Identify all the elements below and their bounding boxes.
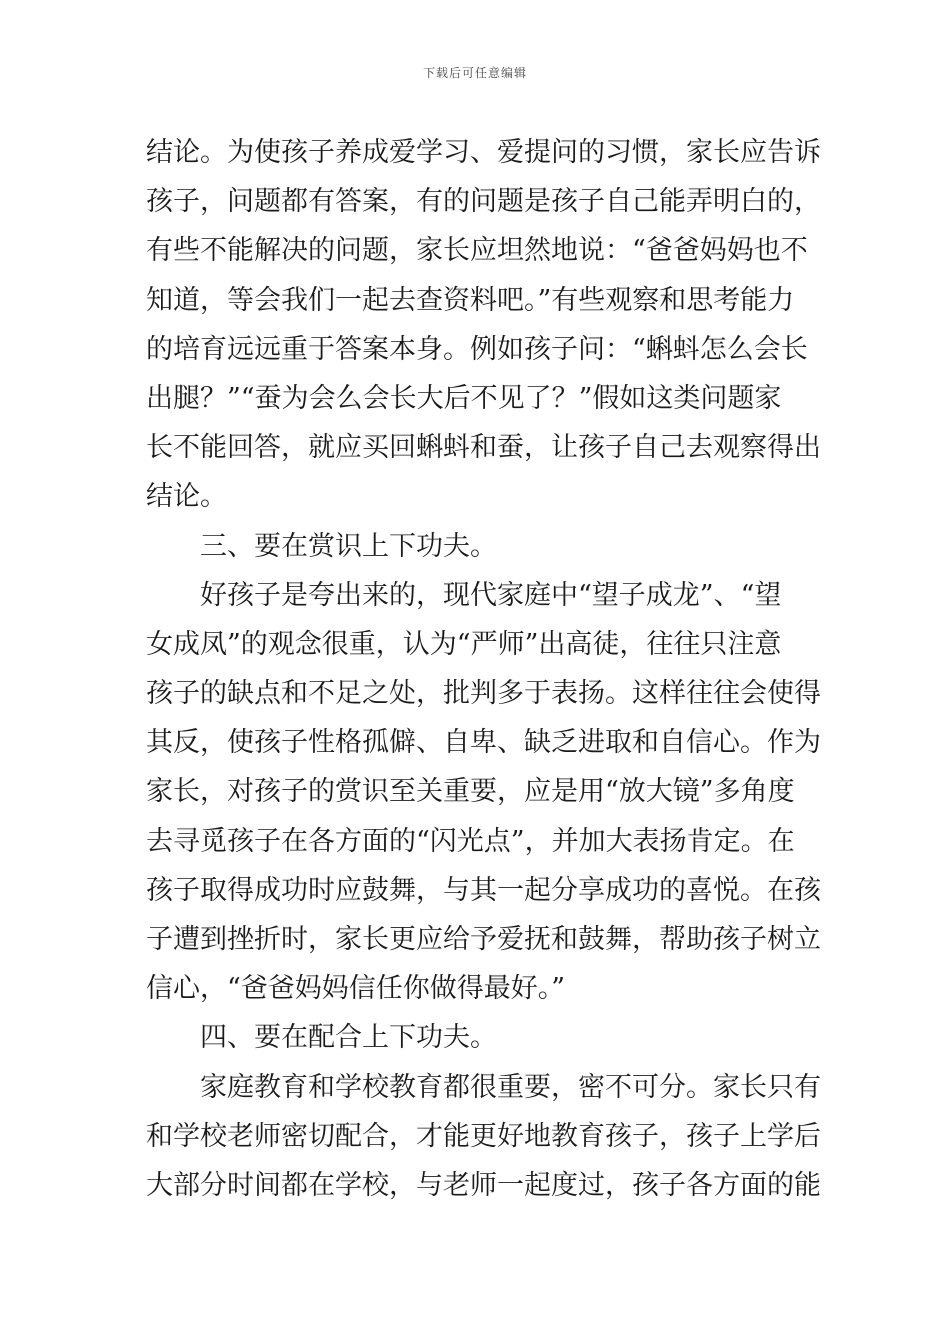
text-line: 好孩子是夸出来的，现代家庭中“望子成龙”、“望 (200, 579, 782, 611)
text-line: 其反，使孩子性格孤僻、自卑、缺乏进取和自信心。作为 (146, 727, 821, 759)
text-line: 信心，“爸爸妈妈信任你做得最好。” (146, 973, 566, 1005)
text-line: 知道，等会我们一起去查资料吧。”有些观察和思考能力 (146, 284, 795, 316)
text-line: 去寻觅孩子在各方面的“闪光点”，并加大表扬肯定。在 (146, 825, 795, 857)
text-line: 孩子，问题都有答案，有的问题是孩子自己能弄明白的， (146, 186, 821, 218)
section-heading: 三、要在赏识上下功夫。 (200, 530, 497, 562)
text-line: 和学校老师密切配合，才能更好地教育孩子，孩子上学后 (146, 1120, 821, 1152)
text-line: 的培育远远重于答案本身。例如孩子问：“蝌蚪怎么会长 (146, 333, 808, 365)
page-header: 下载后可任意编辑 (422, 66, 527, 80)
text-line: 长不能回答，就应买回蝌蚪和蚕，让孩子自己去观察得出 (146, 432, 821, 464)
text-line: 女成凤”的观念很重，认为“严师”出高徒，往往只注意 (146, 628, 782, 660)
text-line: 子遭到挫折时，家长更应给予爱抚和鼓舞，帮助孩子树立 (146, 924, 821, 955)
document-body (146, 128, 821, 1210)
text-line: 结论。为使孩子养成爱学习、爱提问的习惯，家长应告诉 (146, 137, 821, 168)
text-line: 有些不能解决的问题，家长应坦然地说：“爸爸妈妈也不 (146, 235, 808, 267)
section-heading: 四、要在配合上下功夫。 (200, 1022, 497, 1054)
text-line: 家庭教育和学校教育都很重要，密不可分。家长只有 (200, 1071, 821, 1103)
text-line: 孩子的缺点和不足之处，批判多于表扬。这样往往会使得 (146, 678, 821, 710)
text-line: 结论。 (146, 481, 227, 513)
text-line: 大部分时间都在学校，与老师一起度过，孩子各方面的能 (146, 1169, 821, 1201)
text-line: 家长，对孩子的赏识至关重要，应是用“放大镜”多角度 (146, 776, 795, 808)
text-line: 孩子取得成功时应鼓舞，与其一起分享成功的喜悦。在孩 (146, 874, 821, 906)
text-line: 出腿？”“蚕为会么会长大后不见了？”假如这类问题家 (146, 382, 782, 414)
